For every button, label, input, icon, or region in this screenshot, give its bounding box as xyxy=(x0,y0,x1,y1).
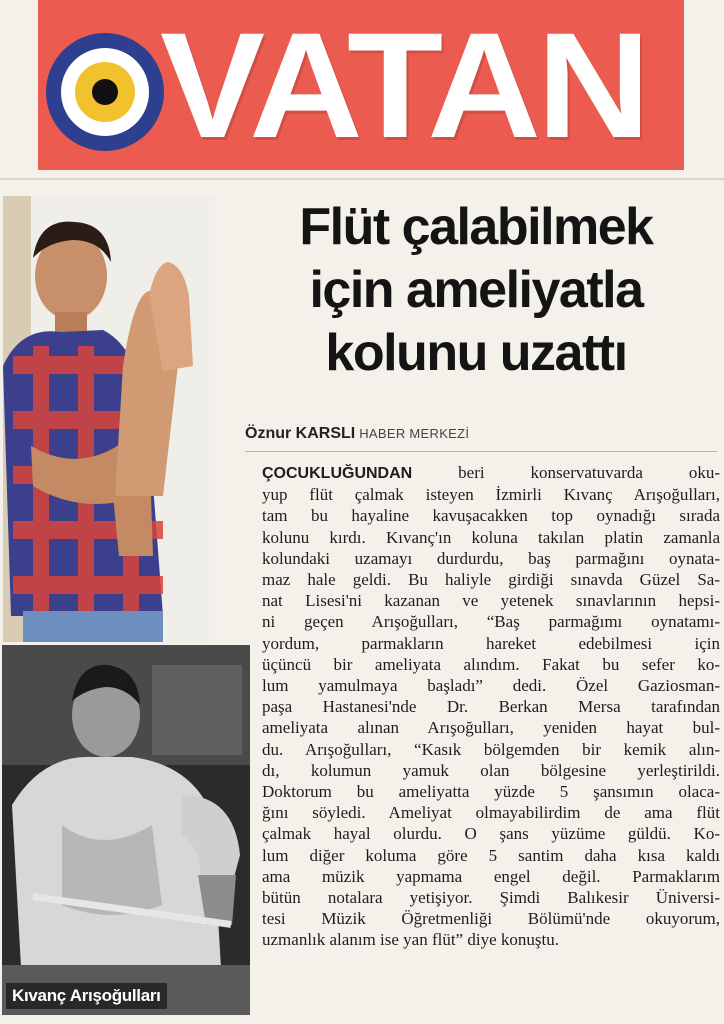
photo-caption: Kıvanç Arışoğulları xyxy=(6,983,167,1009)
photo-young-man-hands xyxy=(3,196,215,642)
body-line: kolunu kırdı. Kıvanç'ın koluna takılan platin zamanla xyxy=(262,527,720,547)
body-line: tam bu hayaline kavuşacakken top oynadığı sırada xyxy=(262,506,720,526)
eye-pupil xyxy=(92,79,118,105)
headline-line: Flüt çalabilmek xyxy=(299,198,653,256)
body-lead: ÇOCUKLUĞUNDAN xyxy=(262,465,413,482)
body-line: uzmanlık alanım ise yan flüt” diye konuştu. xyxy=(262,930,559,950)
body-line: lum diğer koluma göre 5 santim daha kısa kaldı xyxy=(262,845,720,865)
body-line xyxy=(262,462,720,484)
body-line: kolundaki uzamayı durdurdu, baş parmağını oynata- xyxy=(262,548,720,568)
byline-divider xyxy=(245,451,717,452)
body-line: ğını söyledi. Ameliyat olmayabilirdim de ama flüt xyxy=(262,803,720,823)
body-line: yordum, parmakların hareket edebilmesi için xyxy=(262,633,720,653)
body-line: ameliyata alınan Arışoğulları, yeniden hayat bul- xyxy=(262,718,720,738)
headline-line: için ameliyatla xyxy=(309,261,643,319)
body-line: du. Arışoğulları, “Kasık bölgemden bir kemik alın- xyxy=(262,739,720,759)
body-line: üçüncü bir ameliyata alındım. Fakat bu sefer ko- xyxy=(262,654,720,674)
body-line: ama müzik yapmama engel değil. Parmaklarım xyxy=(262,866,720,886)
article-body xyxy=(262,462,720,951)
body-line: nat Lisesi'ni kazanan ve yetenek sınavlarının hepsi- xyxy=(262,591,720,611)
headline xyxy=(232,196,720,385)
evil-eye-logo-icon xyxy=(46,33,164,151)
body-line-text: beri konservatuvarda oku- xyxy=(412,463,720,482)
byline-department: HABER MERKEZİ xyxy=(359,426,470,441)
body-line: tesi Müzik Öğretmenliği Bölümü'nde okuyorum, xyxy=(262,909,720,929)
body-line: paşa Hastanesi'nde Dr. Berkan Mersa tarafından xyxy=(262,697,720,717)
newspaper-brand: VATAN xyxy=(160,1,647,169)
byline-author: Öznur KARSLI xyxy=(245,425,356,442)
body-line: maz hale geldi. Bu haliyle girdiği sınavda Güzel Sa- xyxy=(262,570,720,590)
body-line: yup flüt çalmak isteyen İzmirli Kıvanç Arışoğulları, xyxy=(262,485,720,505)
body-line: Doktorum bu ameliyatta yüzde 5 şansımın olaca- xyxy=(262,782,720,802)
headline-line: kolunu uzattı xyxy=(325,324,627,382)
masthead xyxy=(38,0,684,170)
body-line: bütün notalara yetişiyor. Şimdi Balıkesir Üniversi- xyxy=(262,888,720,908)
masthead-divider xyxy=(0,178,724,180)
body-line: dı, kolumun yamuk olan bölgesine yerleştirildi. xyxy=(262,760,720,780)
photo-man-with-flute xyxy=(2,645,250,1015)
body-line: ni geçen Arışoğulları, “Baş parmağımı oynatamı- xyxy=(262,612,720,632)
body-line: lum yamulmaya başladı” dedi. Özel Gaziosman- xyxy=(262,676,720,696)
byline xyxy=(245,425,715,443)
body-line: çalmak hayal olurdu. O şans yüzüme güldü. Ko- xyxy=(262,824,720,844)
